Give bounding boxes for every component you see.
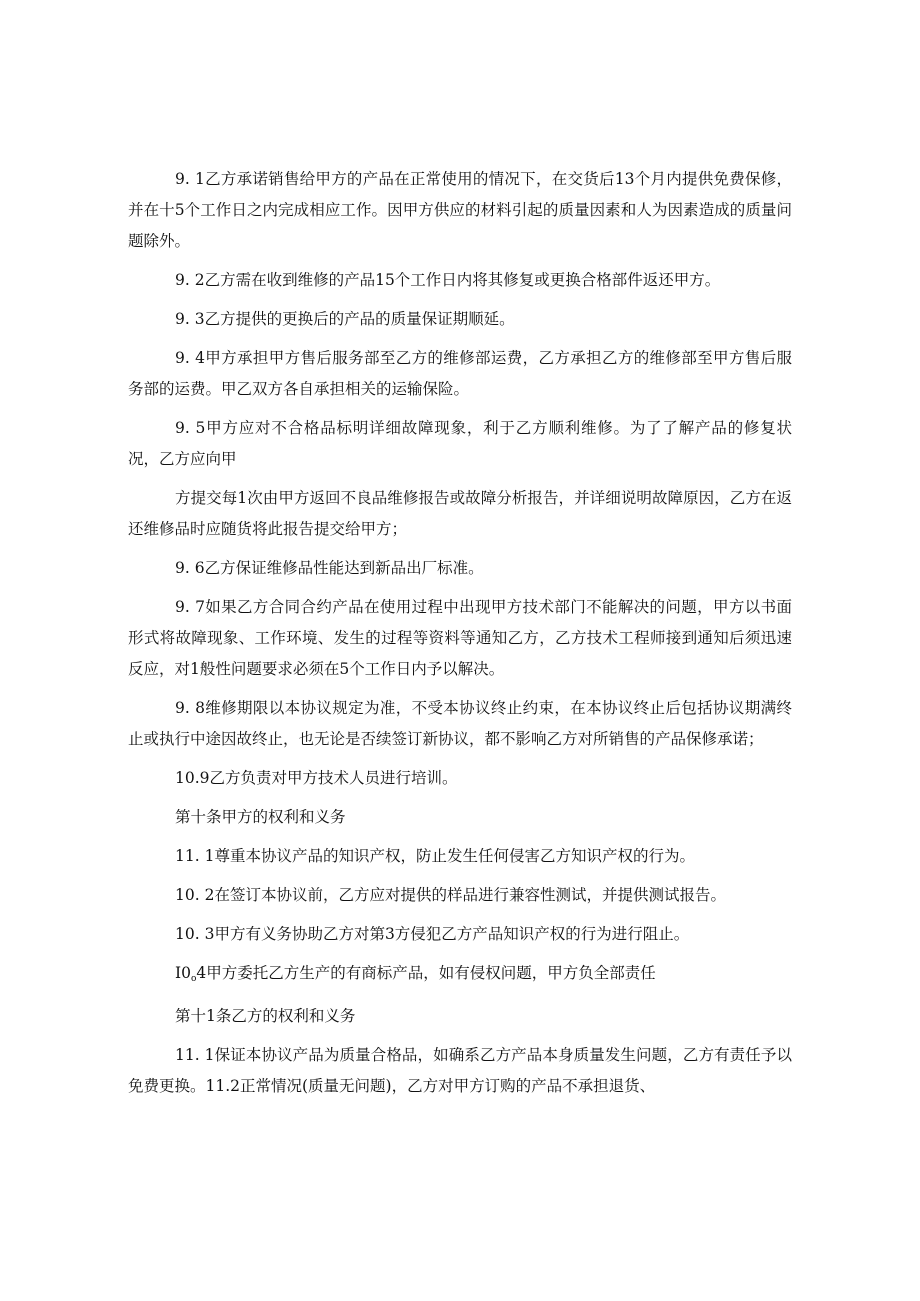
paragraph-9-6: 9. 6乙方保证维修品性能达到新品出厂标准。 [175,559,484,577]
paragraph-9-7: 9. 7如果乙方合同合约产品在使用过程中出现甲方技术部门不能解决的问题，甲方以书面形式将故障现象、工作环境、发生的过程等资料等通知乙方，乙方技术工程师接到通知后须迅速反应，对1般性问题要求必须在5个工作日内予以解决。 [128,598,792,678]
paragraph-9-4: 9. 4甲方承担甲方售后服务部至乙方的维修部运费，乙方承担乙方的维修部至甲方售后服务部的运费。甲乙双方各自承担相关的运输保险。 [128,349,792,398]
paragraph-9-2: 9. 2乙方需在收到维修的产品15个工作日内将其修复或更换合格部件返还甲方。 [175,271,721,289]
paragraph-10-2: 10. 2在签订本协议前，乙方应对提供的样品进行兼容性测试，并提供测试报告。 [175,886,726,904]
paragraph-10-9: 10.9乙方负责对甲方技术人员进行培训。 [175,769,458,787]
paragraph-11-1: 11. 1尊重本协议产品的知识产权，防止发生任何侵害乙方知识产权的行为。 [175,847,695,865]
paragraph-10-3: 10. 3甲方有义务协助乙方对第3方侵犯乙方产品知识产权的行为进行阻止。 [175,925,690,943]
paragraph-9-8: 9. 8维修期限以本协议规定为准，不受本协议终止约束，在本协议终止后包括协议期满终止或执行中途因故终止，也无论是否续签订新协议，都不影响乙方对所销售的产品保修承诺； [128,699,792,748]
paragraph-10-4-text: 4甲方委托乙方生产的有商标产品，如有侵权问题，甲方负全部责任 [196,964,656,982]
paragraph-9-5-continued: 方提交每1次由甲方返回不良品维修报告或故障分析报告，并详细说明故障原因，乙方在返还维修品时应随货将此报告提交给甲方； [128,489,792,538]
article-10-heading: 第十条甲方的权利和义务 [175,808,346,826]
paragraph-10-4-prefix: I0 [175,964,191,982]
paragraph-9-5: 9. 5甲方应对不合格品标明详细故障现象，利于乙方顺利维修。为了了解产品的修复状况，乙方应向甲 [128,419,792,468]
paragraph-9-3: 9. 3乙方提供的更换后的产品的质量保证期顺延。 [175,310,515,328]
paragraph-10-4 [128,958,792,995]
paragraph-9-1: 9. 1乙方承诺销售给甲方的产品在正常使用的情况下，在交货后13个月内提供免费保修，并在十5个工作日之内完成相应工作。因甲方供应的材料引起的质量因素和人为因素造成的质量问题除外。 [128,170,792,250]
article-11-heading: 第十1条乙方的权利和义务 [175,1007,356,1025]
paragraph-10-4-subscript: o [190,974,197,984]
paragraph-11-1-guarantee: 11. 1保证本协议产品为质量合格品，如确系乙方产品本身质量发生问题，乙方有责任予以免费更换。11.2正常情况(质量无问题)，乙方对甲方订购的产品不承担退货、 [128,1046,792,1095]
document-body [128,164,792,1110]
